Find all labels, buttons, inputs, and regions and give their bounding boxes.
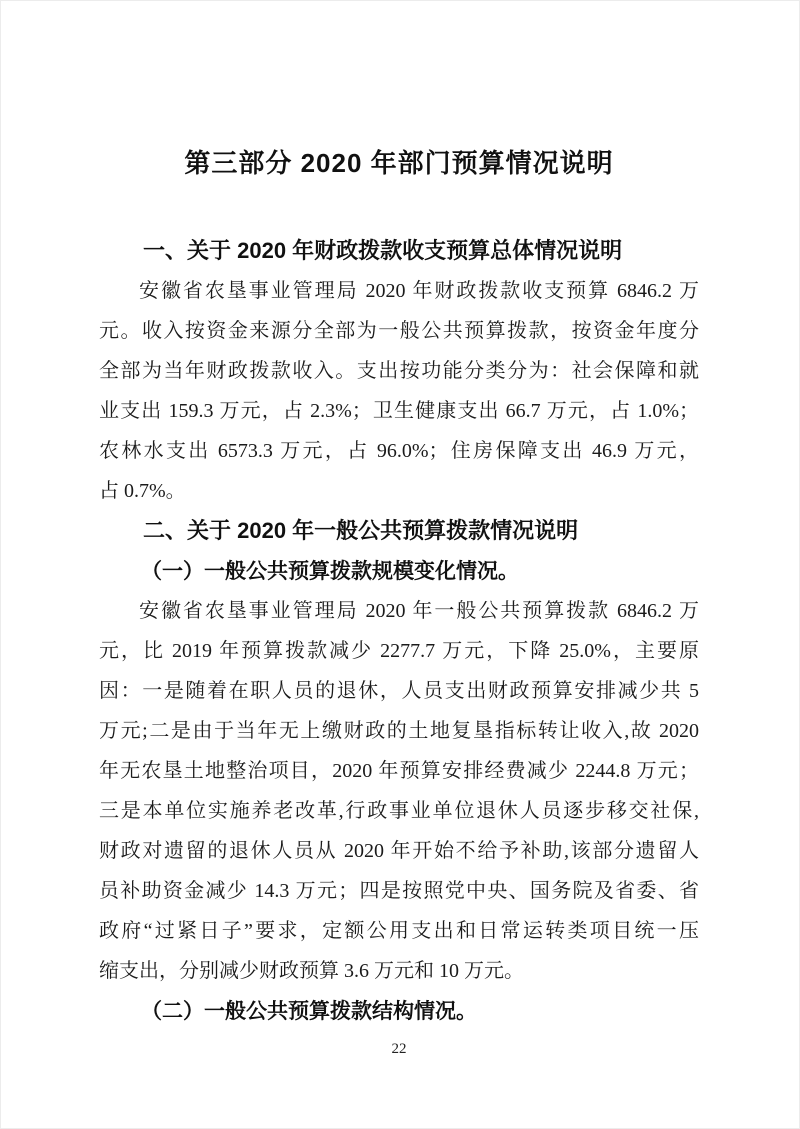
page-number: 22 bbox=[391, 1041, 407, 1057]
paragraph-line: 元，比 2019 年预算拨款减少 2277.7 万元，下降 25.0%，主要原 bbox=[99, 640, 699, 662]
paragraph-line: 财政对遗留的退休人员从 2020 年开始不给予补助,该部分遗留人 bbox=[99, 840, 699, 862]
section-2-paragraph-1 bbox=[99, 591, 699, 991]
section-2-subheading-2: （二）一般公共预算拨款结构情况。 bbox=[141, 999, 477, 1023]
paragraph-line: 占 0.7%。 bbox=[99, 480, 186, 502]
paragraph-line: 农林水支出 6573.3 万元，占 96.0%；住房保障支出 46.9 万元， bbox=[99, 440, 699, 462]
section-2-subheading-1: （一）一般公共预算拨款规模变化情况。 bbox=[141, 559, 519, 583]
paragraph-line: 三是本单位实施养老改革,行政事业单位退休人员逐步移交社保, bbox=[99, 800, 699, 822]
paragraph-line: 员补助资金减少 14.3 万元；四是按照党中央、国务院及省委、省 bbox=[99, 880, 699, 902]
section-1-heading: 一、关于 2020 年财政拨款收支预算总体情况说明 bbox=[143, 238, 623, 263]
paragraph-line: 年无农垦土地整治项目，2020 年预算安排经费减少 2244.8 万元； bbox=[99, 760, 699, 782]
paragraph-line: 因：一是随着在职人员的退休，人员支出财政预算安排减少共 5 bbox=[99, 680, 699, 702]
paragraph-line: 政府“过紧日子”要求，定额公用支出和日常运转类项目统一压 bbox=[99, 920, 699, 942]
paragraph-line: 安徽省农垦事业管理局 2020 年财政拨款收支预算 6846.2 万 bbox=[139, 280, 699, 302]
paragraph-line: 业支出 159.3 万元，占 2.3%；卫生健康支出 66.7 万元，占 1.0%； bbox=[99, 400, 699, 422]
paragraph-line: 万元;二是由于当年无上缴财政的土地复垦指标转让收入,故 2020 bbox=[99, 720, 699, 742]
section-2-heading: 二、关于 2020 年一般公共预算拨款情况说明 bbox=[143, 518, 579, 543]
document-title: 第三部分 2020 年部门预算情况说明 bbox=[184, 148, 614, 178]
paragraph-line: 全部为当年财政拨款收入。支出按功能分类分为：社会保障和就 bbox=[99, 360, 699, 382]
paragraph-line: 安徽省农垦事业管理局 2020 年一般公共预算拨款 6846.2 万 bbox=[139, 600, 699, 622]
paragraph-line: 元。收入按资金来源分全部为一般公共预算拨款，按资金年度分 bbox=[99, 320, 699, 342]
section-1-paragraph bbox=[99, 271, 699, 511]
paragraph-line: 缩支出，分别减少财政预算 3.6 万元和 10 万元。 bbox=[99, 960, 524, 982]
